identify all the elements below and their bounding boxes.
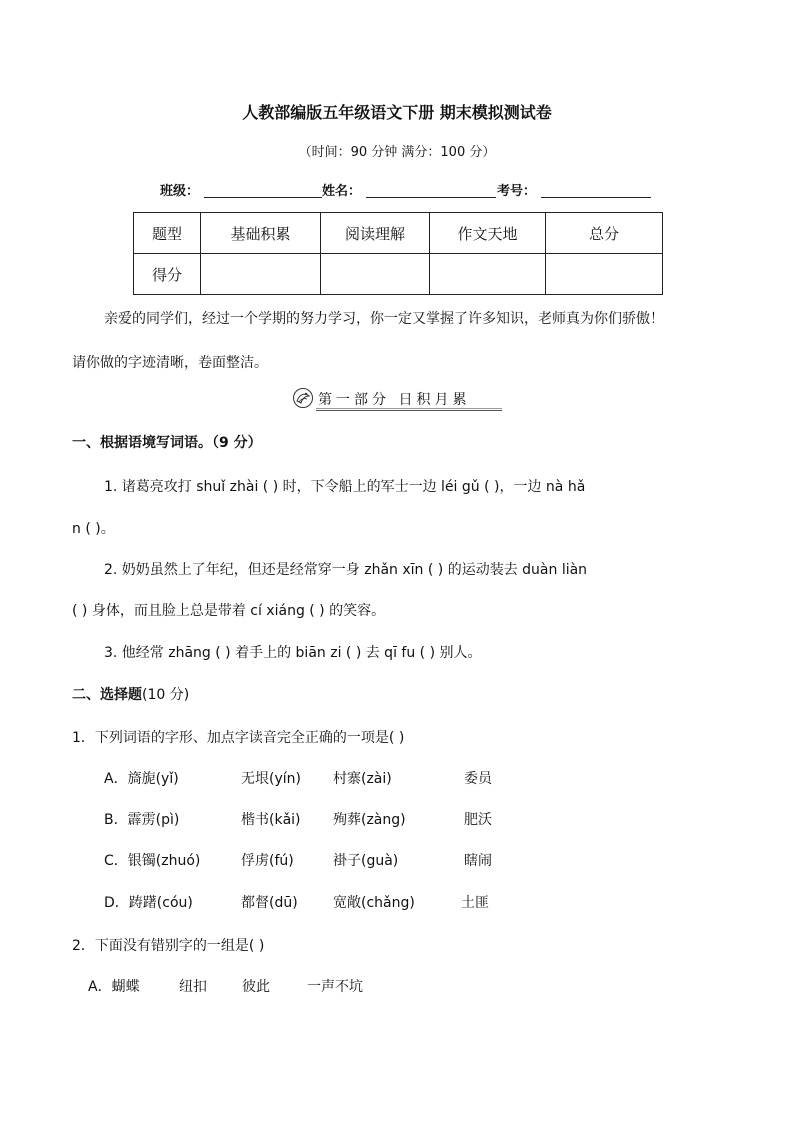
option-c-word-4: 瞎闹 [464,853,492,869]
option-c-word-2: 俘虏(fú) [241,853,294,869]
option-b[interactable]: B．霹雳(pì) [104,812,180,828]
name-label: 姓名： [322,184,362,199]
score-table-cell: 基础积累 [201,213,321,254]
score-table-cell: 题型 [134,213,201,254]
score-table-cell: 得分 [134,254,201,295]
option-a-word-4: 委员 [464,771,492,787]
option-a-word-3: 村寨(zài) [333,771,392,787]
option-c[interactable]: C．银镯(zhuó) [104,853,201,869]
question-1-3-line-1: 3. 他经常 zhāng ( ) 着手上的 biān zi ( ) 去 qī fu ( ) 别人。 [104,645,482,661]
part-title: 第一部分 日积月累 [318,392,471,408]
section-2-heading-row [72,684,189,704]
banner-underline [316,410,502,411]
section-1-heading: 一、根据语境写词语。（9 分） [72,435,262,451]
exam-no-field[interactable] [541,197,651,198]
exam-title: 人教部编版五年级语文下册 期末模拟测试卷 [242,103,552,122]
score-table-score-row [134,254,663,295]
score-table [133,212,663,295]
part-banner [290,385,502,411]
score-table-cell: 作文天地 [430,213,546,254]
option-b-word-3: 殉葬(zàng) [333,812,406,828]
option-a[interactable]: A．旖旎(yǐ) [104,771,179,787]
option-d-word-3: 宽敞(chǎng) [333,895,415,911]
question-1-2-line-2: ( ) 身体，而且脸上总是带着 cí xiáng ( ) 的笑容。 [72,603,386,619]
score-input-cell[interactable] [546,254,663,295]
section-2-points: (10 分) [142,687,190,703]
option-b-word-4: 肥沃 [464,812,492,828]
question-1-1-line-2: n ( )。 [72,521,115,537]
question-1-1-line-1: 1. 诸葛亮攻打 shuǐ zhài ( ) 时，下令船上的军士一边 léi gǔ ( )，一边 nà hǎ [104,479,586,495]
option-2a-word-2: 纽扣 [179,979,207,995]
option-2a-word-3: 彼此 [242,979,270,995]
option-d-word-4: 土匪 [461,895,489,911]
option-d-word-2: 都督(dū) [241,895,298,911]
class-label: 班级： [160,184,200,199]
score-input-cell[interactable] [430,254,546,295]
option-a-word-2: 无垠(yín) [241,771,301,787]
option-c-word-3: 褂子(guà) [333,853,399,869]
name-field[interactable] [366,197,496,198]
question-2-1: 1．下列词语的字形、加点字读音完全正确的一项是( ) [72,730,405,746]
question-1-2-line-1: 2. 奶奶虽然上了年纪，但还是经常穿一身 zhǎn xīn ( ) 的运动装去 duàn liàn [104,562,588,578]
section-2-heading: 二、选择题 [72,687,142,703]
score-table-cell: 阅读理解 [321,213,430,254]
intro-line-2: 请你做的字迹清晰，卷面整洁。 [72,355,268,371]
intro-line-1: 亲爱的同学们，经过一个学期的努力学习，你一定又掌握了许多知识，老师真为你们骄傲！ [104,311,664,327]
option-2a-word-4: 一声不坑 [307,979,363,995]
score-input-cell[interactable] [201,254,321,295]
flower-icon [292,387,314,409]
score-table-cell: 总分 [546,213,663,254]
banner-underline [316,408,502,409]
exam-subtitle: （时间：90 分钟 满分：100 分） [298,145,496,160]
exam-no-label: 考号： [497,184,537,199]
score-input-cell[interactable] [321,254,430,295]
option-d[interactable]: D．踌躇(cóu) [104,895,193,911]
question-2-2: 2．下面没有错别字的一组是( ) [72,938,265,954]
class-field[interactable] [204,197,322,198]
option-b-word-2: 楷书(kǎi) [241,812,301,828]
score-table-header-row [134,213,663,254]
option-2a[interactable]: A．蝴蝶 [88,979,140,995]
